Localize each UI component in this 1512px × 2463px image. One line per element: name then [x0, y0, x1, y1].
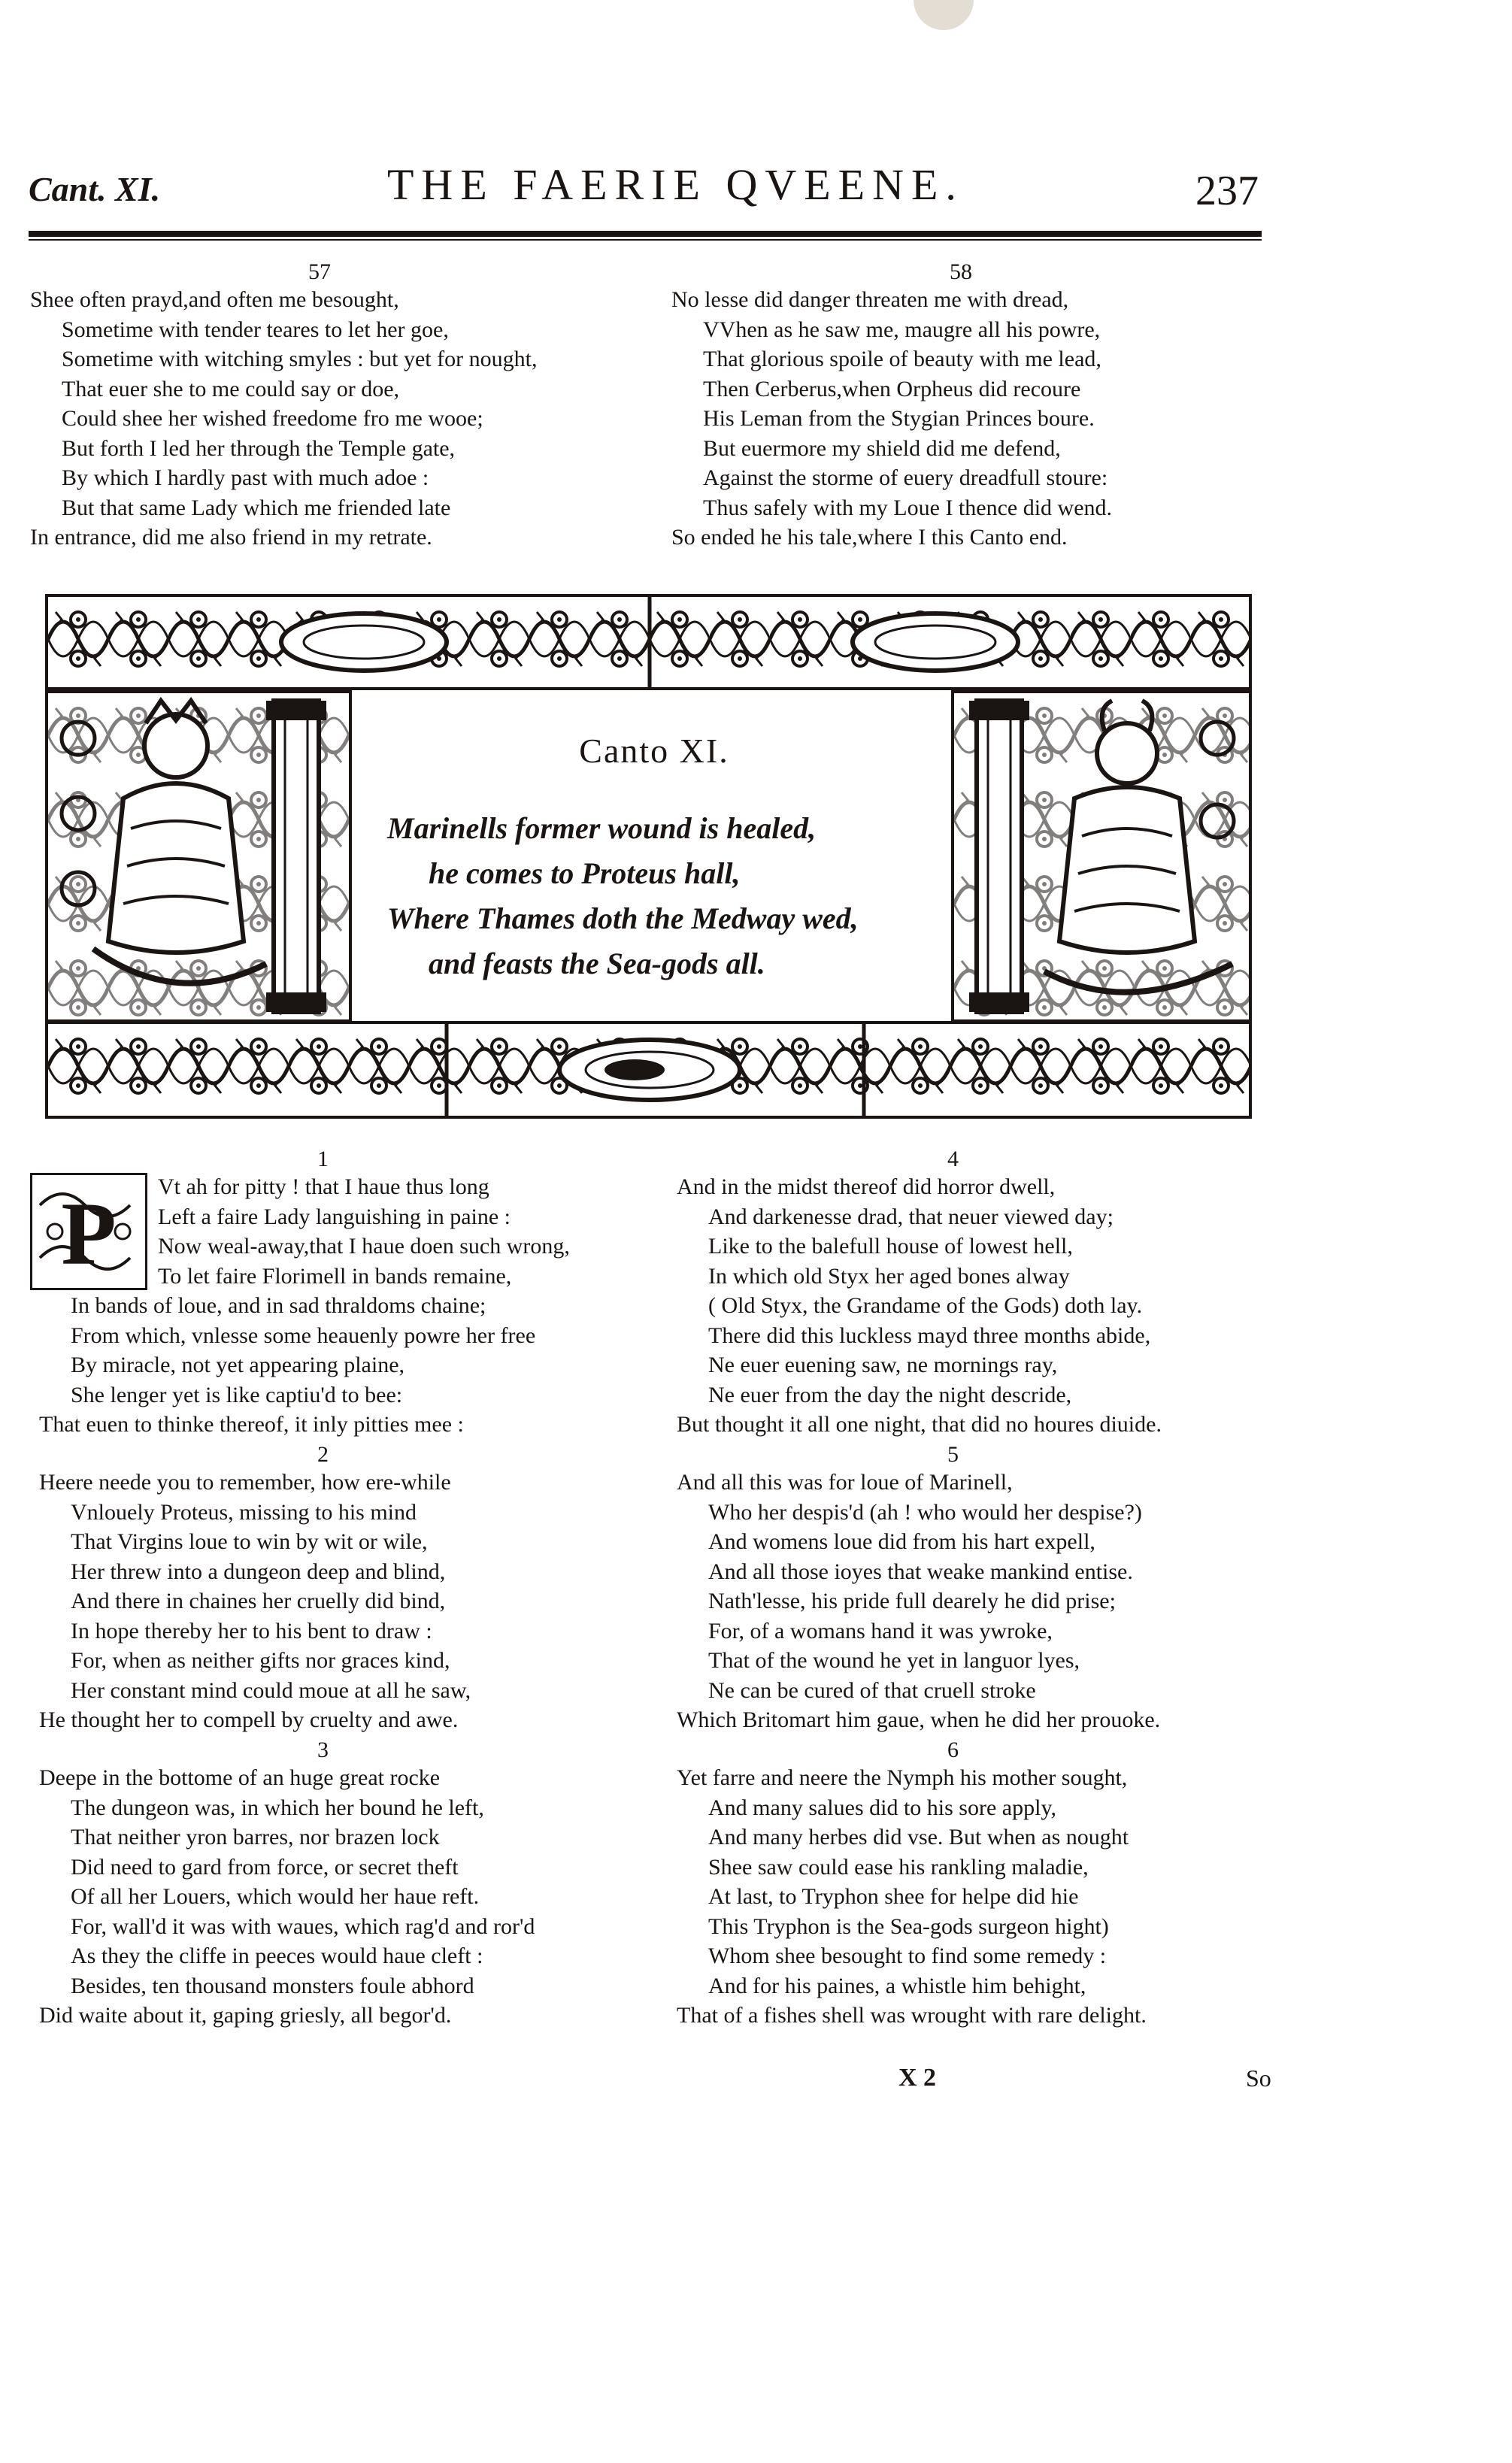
stanza-number: 5 — [947, 1442, 959, 1467]
verse-line: Ne euer from the day the night descride, — [708, 1382, 1072, 1407]
verse-line: But forth I led her through the Temple gate, — [62, 435, 456, 461]
verse-line: Sometime with tender teares to let her goe, — [62, 317, 449, 342]
floral-ornament-icon — [48, 1024, 1249, 1116]
verse-line: Could shee her wished freedome fro me wooe; — [62, 406, 483, 431]
verse-line: And many herbes did vse. But when as nought — [708, 1825, 1129, 1850]
verse-line: Besides, ten thousand monsters foule abhord — [71, 1973, 474, 1998]
stanza-58 — [671, 259, 1273, 553]
verse-line: And for his paines, a whistle him behight, — [708, 1973, 1086, 1998]
verse-line: Thus safely with my Loue I thence did wend. — [703, 495, 1113, 520]
verse-line: Her threw into a dungeon deep and blind, — [71, 1559, 446, 1584]
verse-line: And all this was for loue of Marinell, — [677, 1470, 1013, 1495]
verse-line: Her constant mind could moue at all he saw, — [71, 1677, 471, 1703]
verse-line: For, wall'd it was with waues, which rag'd and ror'd — [71, 1913, 535, 1939]
verse-line: That of the wound he yet in languor lyes, — [708, 1648, 1080, 1673]
verse-line: Nath'lesse, his pride full dearely he did prise; — [708, 1589, 1116, 1613]
stanza-2 — [39, 1442, 663, 1735]
verse-line: Ne euer euening saw, ne mornings ray, — [708, 1353, 1058, 1377]
verse-line: Vt ah for pitty ! that I haue thus long — [158, 1174, 489, 1199]
verse-line: At last, to Tryphon shee for helpe did hie — [708, 1884, 1079, 1909]
stanza-3 — [39, 1737, 663, 2031]
catchword: So — [1246, 2065, 1271, 2092]
verse-line: Vnlouely Proteus, missing to his mind — [71, 1499, 417, 1525]
verse-line: As they the cliffe in peeces would haue cleft : — [71, 1943, 483, 1968]
stanza-5 — [677, 1442, 1263, 1735]
ornament-band-top — [45, 594, 1252, 690]
verse-line: Heere neede you to remember, how ere-while — [39, 1470, 451, 1495]
signature-mark: X 2 — [898, 2064, 937, 2092]
verse-line: And in the midst thereof did horror dwell, — [677, 1174, 1056, 1199]
verse-line: But that same Lady which me friended late — [62, 495, 451, 520]
verse-line: In hope thereby her to his bent to draw : — [71, 1618, 432, 1644]
verse-line: To let faire Florimell in bands remaine, — [158, 1263, 512, 1289]
verse-line: Like to the balefull house of lowest hell, — [708, 1234, 1073, 1259]
verse-line: And many salues did to his sore apply, — [708, 1795, 1056, 1820]
drop-cap-letter: P — [61, 1183, 117, 1283]
page-number: 237 — [1195, 168, 1259, 214]
verse-line: Who her despis'd (ah ! who would her despise?) — [708, 1499, 1142, 1525]
satyr-figure-woodcut-icon — [954, 693, 1249, 1019]
stanza-number: 58 — [950, 259, 972, 284]
stanza-4 — [677, 1147, 1263, 1440]
running-head-title: THE FAERIE QVEENE. — [387, 160, 964, 209]
verse-line: Yet farre and neere the Nymph his mother sought, — [677, 1765, 1128, 1790]
verse-line: That Virgins loue to win by wit or wile, — [71, 1529, 428, 1554]
woodcut-panel-right — [951, 690, 1252, 1022]
stanza-number: 57 — [308, 259, 331, 284]
verse-line: Did need to gard from force, or secret theft — [71, 1854, 459, 1880]
canto-argument — [361, 806, 947, 986]
verse-line: That euer she to me could say or doe, — [62, 376, 400, 401]
head-rule-thin — [29, 239, 1262, 241]
verse-line: VVhen as he saw me, maugre all his powre, — [703, 317, 1101, 342]
stanza-number: 3 — [317, 1737, 329, 1762]
verse-line: Deepe in the bottome of an huge great rocke — [39, 1765, 441, 1790]
verse-line: This Tryphon is the Sea-gods surgeon hight) — [708, 1913, 1109, 1939]
verse-line: Against the storme of euery dreadfull stoure: — [703, 465, 1108, 490]
verse-line: And there in chaines her cruelly did bind, — [71, 1589, 446, 1613]
verse-line: For, of a womans hand it was ywroke, — [708, 1618, 1053, 1644]
seated-figure-woodcut-icon — [48, 693, 349, 1019]
canto-title: Canto XI. — [579, 732, 729, 770]
ornament-band-bottom — [45, 1021, 1252, 1119]
verse-line: In entrance, did me also friend in my retrate. — [30, 525, 432, 550]
verse-line: Now weal-away,that I haue doen such wrong, — [158, 1234, 570, 1259]
verse-line: His Leman from the Stygian Princes boure. — [703, 406, 1095, 431]
verse-line: Whom shee besought to find some remedy : — [708, 1943, 1107, 1968]
verse-line: The dungeon was, in which her bound he left, — [71, 1795, 484, 1820]
verse-line: And all those ioyes that weake mankind entise. — [708, 1559, 1133, 1584]
verse-line: And womens loue did from his hart expell, — [708, 1529, 1095, 1554]
verse-line: ( Old Styx, the Grandame of the Gods) doth lay. — [708, 1293, 1143, 1318]
verse-line: That glorious spoile of beauty with me lead, — [703, 347, 1101, 371]
verse-line: Then Cerberus,when Orpheus did recoure — [703, 376, 1081, 401]
verse-line: Left a faire Lady languishing in paine : — [158, 1204, 511, 1229]
verse-line: Shee saw could ease his rankling maladie, — [708, 1854, 1089, 1880]
verse-line: That of a fishes shell was wrought with rare delight. — [677, 2003, 1147, 2028]
stanza-1 — [39, 1147, 663, 1440]
verse-line: There did this luckless mayd three months abide, — [708, 1322, 1151, 1348]
stanza-57 — [30, 259, 647, 553]
running-head-canto: Cant. XI. — [29, 170, 161, 208]
verse-line: Did waite about it, gaping griesly, all begor'd. — [39, 2003, 452, 2028]
verse-line: That neither yron barres, nor brazen lock — [71, 1825, 440, 1850]
head-rule — [29, 231, 1262, 237]
verse-line: He thought her to compell by cruelty and awe. — [39, 1707, 459, 1732]
floral-ornament-icon — [48, 597, 1249, 687]
stanza-number: 6 — [947, 1737, 959, 1762]
stanza-number: 2 — [317, 1442, 329, 1467]
verse-line: But euermore my shield did me defend, — [703, 435, 1061, 461]
argument-line: he comes to Proteus hall, — [429, 856, 741, 890]
argument-line: Marinells former wound is healed, — [387, 811, 817, 845]
verse-line: From which, vnlesse some heauenly powre her free — [71, 1322, 536, 1348]
woodcut-panel-left — [45, 690, 352, 1022]
verse-line: But thought it all one night, that did no houres diuide. — [677, 1412, 1162, 1437]
verse-line: By miracle, not yet appearing plaine, — [71, 1353, 405, 1377]
verse-line: In bands of loue, and in sad thraldoms chaine; — [71, 1293, 486, 1318]
verse-line: So ended he his tale,where I this Canto end. — [671, 525, 1068, 550]
verse-line: That euen to thinke thereof, it inly pitties mee : — [39, 1412, 464, 1437]
verse-line: Which Britomart him gaue, when he did her prouoke. — [677, 1707, 1161, 1732]
verse-line: Ne can be cured of that cruell stroke — [708, 1677, 1036, 1703]
verse-line: Shee often prayd,and often me besought, — [30, 287, 399, 312]
verse-line: In which old Styx her aged bones alway — [708, 1263, 1070, 1289]
stanza-number: 1 — [317, 1147, 329, 1171]
canto-heading — [361, 686, 947, 1016]
verse-line: Of all her Louers, which would her haue reft. — [71, 1884, 480, 1909]
argument-line: Where Thames doth the Medway wed, — [387, 901, 859, 935]
verse-line: And darkenesse drad, that neuer viewed day; — [708, 1204, 1114, 1229]
argument-line: and feasts the Sea-gods all. — [429, 947, 765, 980]
page-stain — [914, 0, 974, 30]
verse-line: Sometime with witching smyles : but yet for nought, — [62, 347, 538, 371]
stanza-number: 4 — [947, 1147, 959, 1171]
verse-line: For, when as neither gifts nor graces kind, — [71, 1648, 450, 1673]
verse-line: No lesse did danger threaten me with dread, — [671, 287, 1069, 312]
verse-line: By which I hardly past with much adoe : — [62, 465, 429, 490]
stanza-6 — [677, 1737, 1263, 2031]
verse-line: She lenger yet is like captiu'd to bee: — [71, 1382, 403, 1407]
